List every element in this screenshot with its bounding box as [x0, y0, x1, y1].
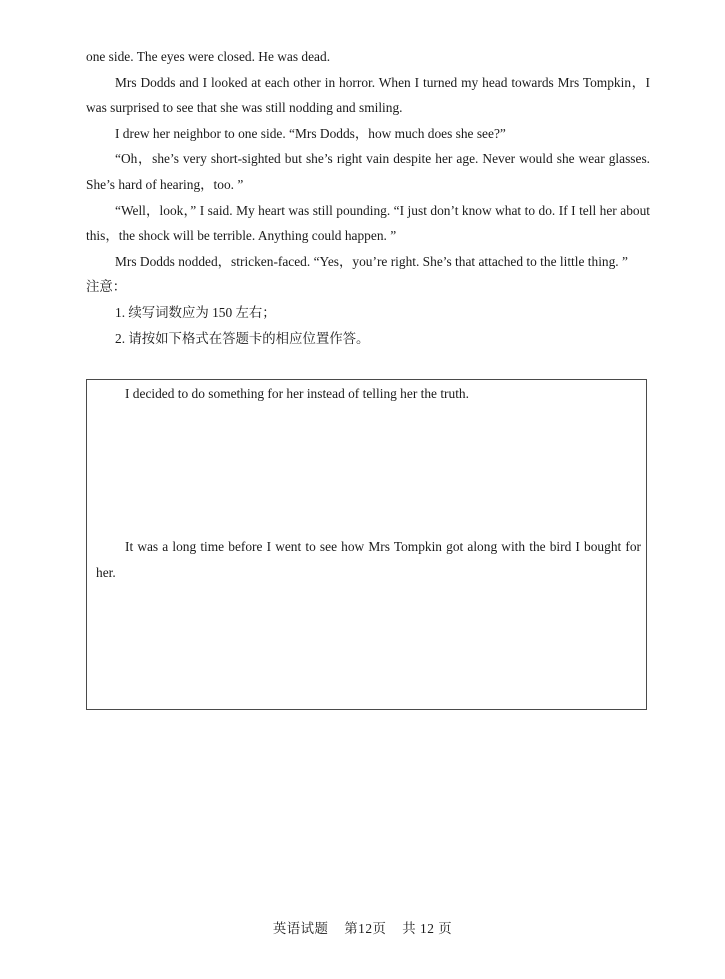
note-item-1: 1. 续写词数应为 150 左右；	[115, 304, 276, 320]
footer-total-pages: 共 12 页	[402, 921, 453, 936]
answer-paragraph-2-opening: It was a long time before I went to see how Mrs Tompkin got along with the bird I bought for her.	[96, 539, 641, 580]
passage-paragraph-2: Mrs Dodds and I looked at each other in horror. When I turned my head towards Mrs Tompkin，I was surprised to see that she was still nodding and smiling.	[86, 74, 650, 116]
passage-paragraph-4: “Oh，she’s very short-sighted but she’s right vain despite her age. Never would she wear glasses. She’s hard of hearing，too. ”	[86, 151, 650, 192]
footer-page-number: 第12页	[344, 921, 387, 936]
story-passage	[86, 44, 650, 351]
footer-subject: 英语试题	[272, 921, 329, 936]
answer-box	[86, 379, 647, 710]
answer-paragraph-1-opening: I decided to do something for her instead of telling her the truth.	[125, 386, 469, 401]
notes-title: 注意：	[86, 279, 127, 295]
page-footer	[0, 918, 725, 937]
passage-paragraph-5: “Well，look，” I said. My heart was still pounding. “I just don’t know what to do. If I tell her about this，the shock will be terrible. Anything could happen. ”	[86, 202, 650, 244]
passage-paragraph-6: Mrs Dodds nodded，stricken-faced. “Yes，you’re right. She’s that attached to the little thing. ”	[115, 253, 628, 269]
note-item-2: 2. 请按如下格式在答题卡的相应位置作答。	[115, 330, 370, 346]
passage-paragraph-1: one side. The eyes were closed. He was dead.	[86, 49, 331, 64]
passage-paragraph-3: I drew her neighbor to one side. “Mrs Dodds，how much does she see?”	[115, 125, 506, 141]
